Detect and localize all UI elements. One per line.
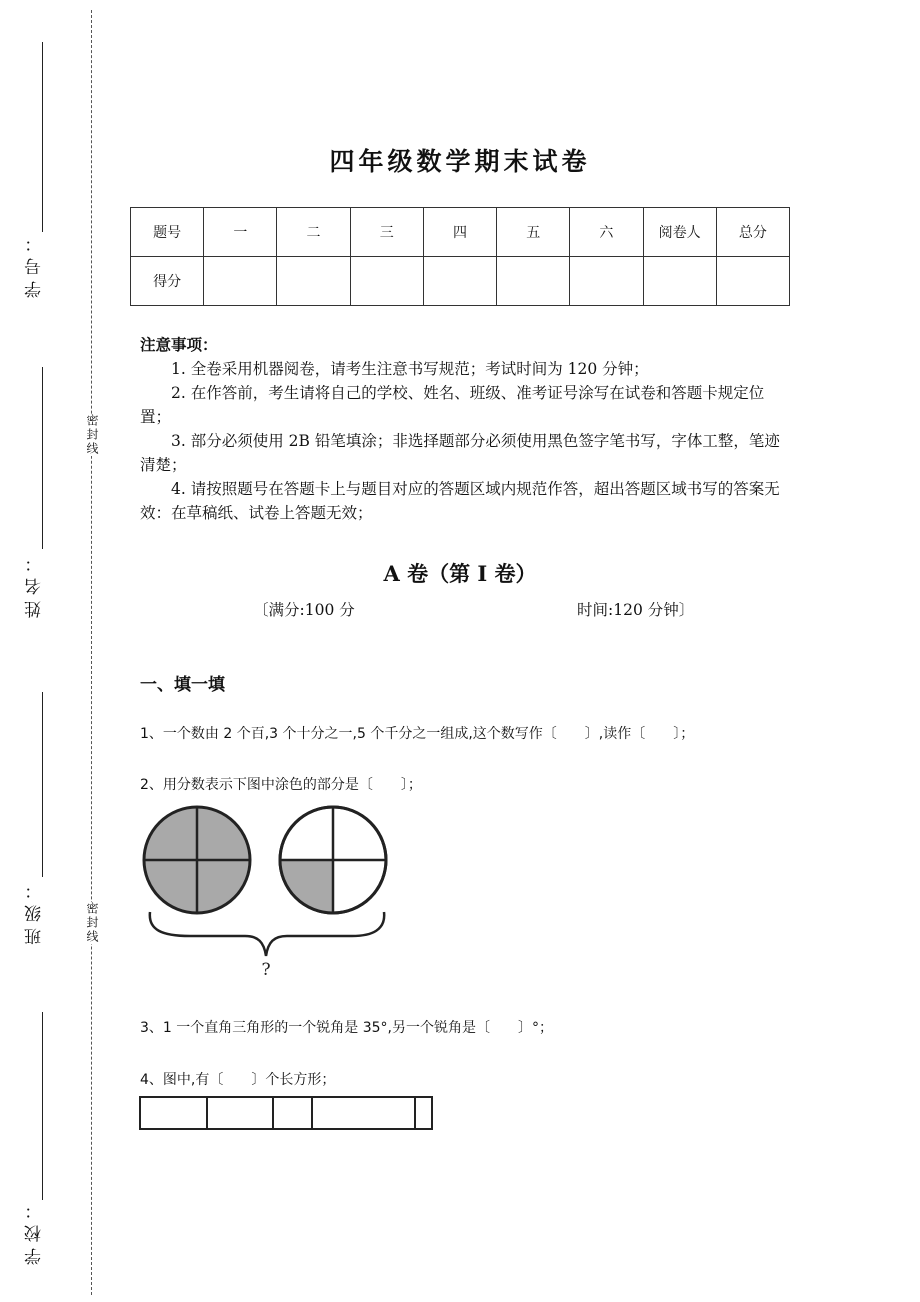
header-cell: 五: [497, 208, 570, 257]
header-cell: 总分: [716, 208, 789, 257]
notes-item: 3. 部分必须使用 2B 铅笔填涂；非选择题部分必须使用黑色签字笔书写，字体工整，笔迹清楚；: [140, 432, 780, 474]
seal-dashed-line: [91, 10, 92, 1295]
score-table-header-row: [131, 208, 790, 257]
score-cell[interactable]: [716, 257, 789, 306]
header-cell: 六: [570, 208, 643, 257]
score-cell[interactable]: [423, 257, 496, 306]
school-label: 学校：: [25, 1196, 45, 1265]
header-cell: 三: [350, 208, 423, 257]
question-2: 2、用分数表示下图中涂色的部分是〔 〕；: [140, 777, 422, 793]
class-label: 班级：: [25, 876, 45, 945]
fraction-circles-figure: [140, 800, 400, 985]
header-cell: 一: [204, 208, 277, 257]
question-1: 1、一个数由 2 个百,3 个十分之一,5 个千分之一组成,这个数写作〔 〕,读作〔 〕；: [140, 726, 695, 742]
curly-brace: [150, 912, 384, 956]
right-circle-quarter-shaded: [280, 807, 386, 913]
page-title: 四年级数学期末试卷: [329, 147, 591, 176]
notes-item: 2. 在作答前，考生请将自己的学校、姓名、班级、准考证号涂写在试卷和答题卡规定位置；: [140, 384, 765, 426]
figure-question-mark: ?: [261, 960, 271, 980]
header-cell: 二: [277, 208, 350, 257]
score-cell[interactable]: [643, 257, 716, 306]
time-text: 时间:120 分钟〕: [577, 601, 695, 619]
full-score-text: 〔满分:100 分: [253, 601, 355, 619]
score-cell[interactable]: [497, 257, 570, 306]
score-cell[interactable]: [277, 257, 350, 306]
left-circle-fully-shaded: [144, 807, 250, 913]
score-cell[interactable]: [350, 257, 423, 306]
score-table: [130, 207, 790, 306]
student-id-label: 学号：: [25, 229, 45, 298]
seal-text-bottom: 密封线: [85, 902, 99, 944]
student-id-underline: [42, 42, 43, 232]
school-underline: [42, 1012, 43, 1200]
score-table-score-row: [131, 257, 790, 306]
question-3: 3、1 一个直角三角形的一个锐角是 35°,另一个锐角是〔 〕°；: [140, 1020, 553, 1036]
outer-rectangle: [140, 1097, 432, 1129]
score-row-label: 得分: [131, 257, 204, 306]
section-a-title: A 卷（第 I 卷）: [383, 561, 537, 586]
header-cell: 阅卷人: [643, 208, 716, 257]
notes-item: 1. 全卷采用机器阅卷，请考生注意书写规范；考试时间为 120 分钟；: [171, 360, 649, 378]
seal-text-top: 密封线: [85, 414, 99, 456]
score-cell[interactable]: [570, 257, 643, 306]
notes-heading: 注意事项：: [140, 335, 218, 354]
name-label: 姓名：: [25, 549, 45, 618]
question-4: 4、图中,有〔 〕个长方形；: [140, 1072, 336, 1088]
score-cell[interactable]: [204, 257, 277, 306]
part1-heading: 一、填一填: [140, 675, 225, 695]
class-underline: [42, 692, 43, 877]
header-cell: 四: [423, 208, 496, 257]
name-underline: [42, 367, 43, 549]
rectangles-figure: [138, 1096, 434, 1132]
notes-item: 4. 请按照题号在答题卡上与题目对应的答题区域内规范作答，超出答题区域书写的答案无效：在草稿纸、试卷上答题无效；: [140, 480, 780, 522]
notes-block: [140, 333, 790, 525]
header-cell: 题号: [131, 208, 204, 257]
